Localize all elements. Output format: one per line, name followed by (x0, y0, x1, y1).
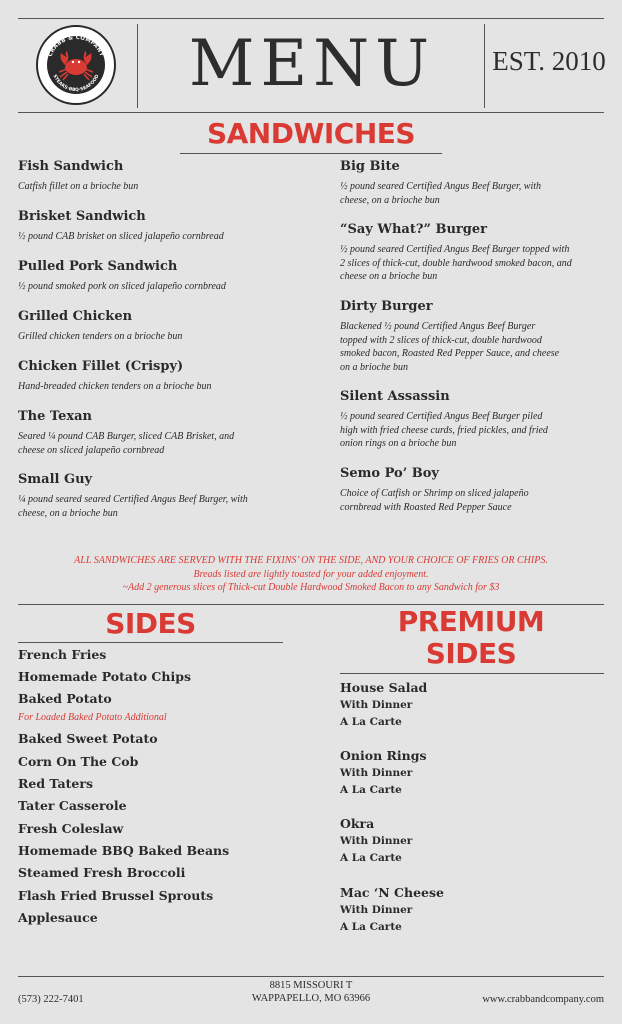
sandwich-name: Pulled Pork Sandwich (18, 259, 178, 274)
side-item-note: For Loaded Baked Potato Additional (18, 712, 167, 723)
svg-text:CRABB & COMPANY: CRABB & COMPANY (47, 34, 105, 58)
sandwich-desc: Grilled chicken tenders on a brioche bun (18, 331, 183, 342)
side-item: Red Taters (18, 776, 93, 791)
premium-side-option: With Dinner (340, 767, 413, 779)
side-item: Baked Sweet Potato (18, 731, 158, 746)
sandwiches-heading: SANDWICHES (206, 117, 416, 150)
premium-side-option: A La Carte (340, 716, 402, 728)
sandwich-name: Chicken Fillet (Crispy) (18, 359, 184, 374)
svg-text:STEAKS·BBQ·SEAFOOD: STEAKS·BBQ·SEAFOOD (51, 74, 101, 94)
sandwich-name: Grilled Chicken (18, 309, 133, 324)
menu-title: MENU (188, 27, 436, 101)
premium-side-name: Mac ‘N Cheese (340, 885, 444, 900)
sandwich-desc: Hand-breaded chicken tenders on a brioche bun (18, 381, 212, 392)
sandwich-note: ~Add 2 generous slices of Thick-cut Double Hardwood Smoked Bacon to any Sandwich for $3 (122, 582, 500, 593)
side-item: Homemade BBQ Baked Beans (18, 843, 230, 858)
premium-side-option: A La Carte (340, 852, 402, 864)
premium-sides-heading-line1: PREMIUM (397, 605, 545, 638)
sandwich-name: Dirty Burger (340, 299, 433, 314)
premium-side-option: With Dinner (340, 699, 413, 711)
side-item: Fresh Coleslaw (18, 821, 124, 836)
sandwich-desc: Catfish fillet on a brioche bun (18, 181, 139, 192)
established-year: EST. 2010 (492, 46, 606, 76)
side-item: Steamed Fresh Broccoli (18, 865, 186, 880)
sandwich-name: Brisket Sandwich (18, 209, 146, 224)
sandwich-note: ALL SANDWICHES ARE SERVED WITH THE FIXINS’ ON THE SIDE, AND YOUR CHOICE OF FRIES OR CHIPS. (74, 555, 548, 566)
premium-sides-heading-line2: SIDES (425, 637, 517, 670)
sandwich-desc: Seared ¼ pound CAB Burger, sliced CAB Brisket, and cheese on sliced jalapeño cornbread (18, 431, 235, 456)
sandwich-note: Breads listed are lightly toasted for your added enjoyment. (193, 569, 429, 580)
sandwich-name: The Texan (18, 409, 93, 424)
premium-side-option: A La Carte (340, 921, 402, 933)
sandwich-desc: Choice of Catfish or Shrimp on sliced jalapeño cornbread with Roasted Red Pepper Sauce (340, 488, 529, 513)
sides-heading: SIDES (105, 607, 196, 640)
sandwich-name: Silent Assassin (340, 389, 450, 404)
sandwich-name: Semo Po’ Boy (340, 466, 439, 481)
crabb-company-logo (36, 25, 116, 105)
crab-icon (38, 27, 114, 103)
premium-side-name: Onion Rings (340, 748, 427, 763)
premium-side-name: Okra (340, 816, 375, 831)
side-item: Baked Potato (18, 691, 112, 706)
footer-phone: (573) 222-7401 (18, 994, 84, 1005)
side-item: Tater Casserole (18, 798, 127, 813)
side-item: Applesauce (18, 910, 98, 925)
sandwich-name: Fish Sandwich (18, 159, 124, 174)
sandwich-desc: ½ pound CAB brisket on sliced jalapeño cornbread (18, 231, 224, 242)
sandwich-name: Small Guy (18, 472, 93, 487)
premium-side-option: A La Carte (340, 784, 402, 796)
premium-side-name: House Salad (340, 680, 428, 695)
sandwich-desc: Blackened ½ pound Certified Angus Beef Burger topped with 2 slices of thick-cut, double hardwood smoked bacon, Roasted Red Pepper Sauce, and cheese on a brioche bun (340, 321, 560, 373)
sandwich-name: Big Bite (340, 159, 400, 174)
footer-address-line1: 8815 MISSOURI T (269, 980, 353, 991)
side-item: Corn On The Cob (18, 754, 139, 769)
sandwich-desc: ¼ pound seared seared Certified Angus Beef Burger, with cheese, on a brioche bun (18, 494, 248, 519)
sandwich-name: “Say What?” Burger (340, 222, 487, 237)
side-item: Flash Fried Brussel Sprouts (18, 888, 214, 903)
sandwich-desc: ½ pound smoked pork on sliced jalapeño cornbread (18, 281, 226, 292)
sandwich-desc: ½ pound seared Certified Angus Beef Burger topped with 2 slices of thick-cut, double hardwood smoked bacon, and cheese on a brioche bun (340, 244, 572, 282)
premium-side-option: With Dinner (340, 835, 413, 847)
footer-website[interactable]: www.crabbandcompany.com (482, 994, 604, 1005)
premium-side-option: With Dinner (340, 904, 413, 916)
sandwich-desc: ½ pound seared Certified Angus Beef Burger piled high with fried cheese curds, fried pickles, and fried onion rings on a brioche bun (340, 411, 548, 449)
side-item: French Fries (18, 647, 107, 662)
footer-address-line2: WAPPAPELLO, MO 63966 (251, 993, 371, 1004)
side-item: Homemade Potato Chips (18, 669, 191, 684)
sandwich-desc: ½ pound seared Certified Angus Beef Burger, with cheese, on a brioche bun (340, 181, 542, 206)
